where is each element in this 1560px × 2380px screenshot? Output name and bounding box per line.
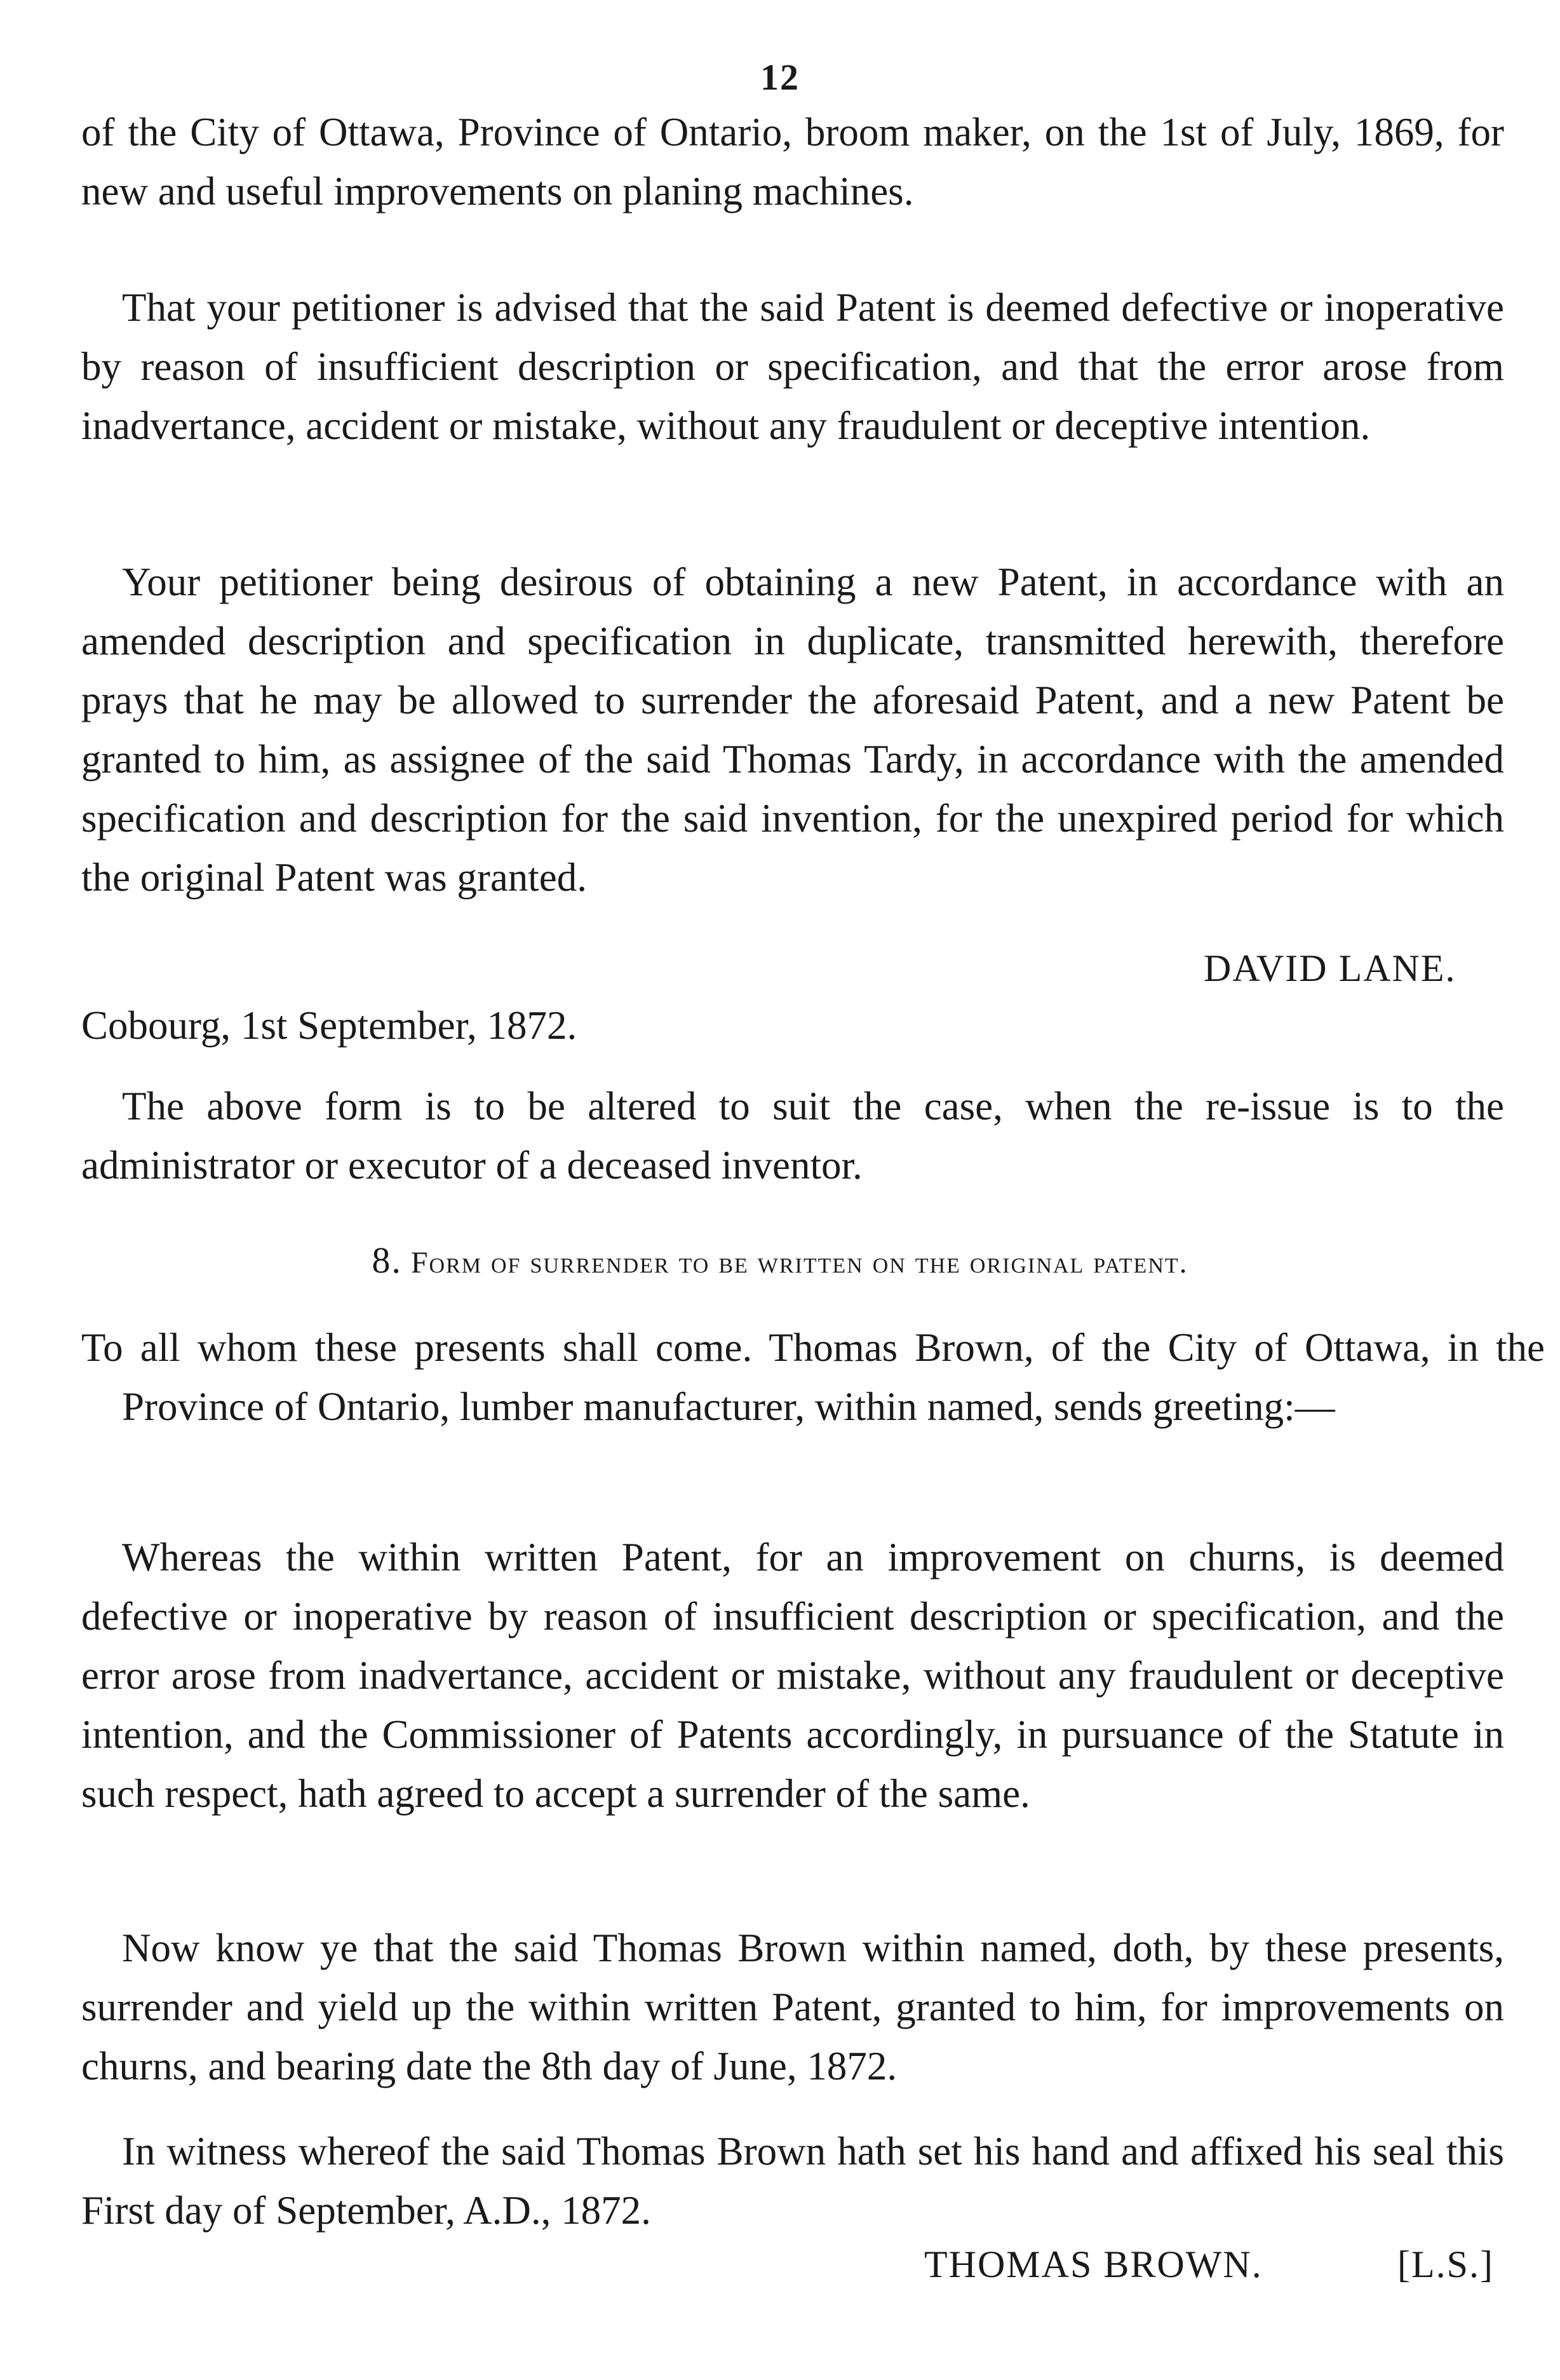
signature-david-lane: DAVID LANE. [1204, 947, 1456, 989]
seal-mark: [L.S.] [1397, 2243, 1494, 2285]
place-date-line: Cobourg, 1st September, 1872. [81, 1003, 577, 1048]
section-title: Form of surrender to be written on the original patent. [410, 1246, 1188, 1280]
paragraph-whereas: Whereas the within written Patent, for an improvement on churns, is deemed defective or inoperative by reason of insufficient description or specification, and the error arose from inadvertance, accident or mistake, without any fraudulent or deceptive intention, and the Commissioner of Patents accordingly, in pursuance of the Statute in such respect, hath agreed to accept a surrender of the same. [81, 1535, 1504, 1816]
section-number: 8. [372, 1240, 402, 1281]
paragraph-continuation: of the City of Ottawa, Province of Ontario, broom maker, on the 1st of July, 1869, for new and useful improvements on planing machines. [81, 110, 1504, 213]
paragraph-form-note: The above form is to be altered to suit the case, when the re-issue is to the administrator or executor of a deceased inventor. [81, 1084, 1504, 1187]
page-number: 12 [760, 57, 800, 98]
paragraph-petitioner-advised: That your petitioner is advised that the said Patent is deemed defective or inoperative by reason of insufficient description or specification, and that the error arose from inadvertance, accident or mistake, without any fraudulent or deceptive intention. [81, 285, 1504, 448]
paragraph-to-all-whom: To all whom these presents shall come. Thomas Brown, of the City of Ottawa, in the Province of Ontario, lumber manufacturer, within named, sends greeting:— [81, 1325, 1545, 1429]
section-heading [0, 1239, 1560, 1281]
paragraph-now-know-ye: Now know ye that the said Thomas Brown within named, doth, by these presents, surrender and yield up the within written Patent, granted to him, for improvements on churns, and bearing date the 8th day of June, 1872. [81, 1926, 1504, 2088]
signature-thomas-brown: THOMAS BROWN. [924, 2243, 1263, 2285]
paragraph-petitioner-desirous: Your petitioner being desirous of obtaining a new Patent, in accordance with an amended description and specification in duplicate, transmitted herewith, therefore prays that he may be allowed to surrender the aforesaid Patent, and a new Patent be granted to him, as assignee of the said Thomas Tardy, in accordance with the amended specification and description for the said invention, for the unexpired period for which the original Patent was granted. [81, 560, 1504, 900]
paragraph-in-witness: In witness whereof the said Thomas Brown hath set his hand and affixed his seal this First day of September, A.D., 1872. [81, 2129, 1504, 2233]
